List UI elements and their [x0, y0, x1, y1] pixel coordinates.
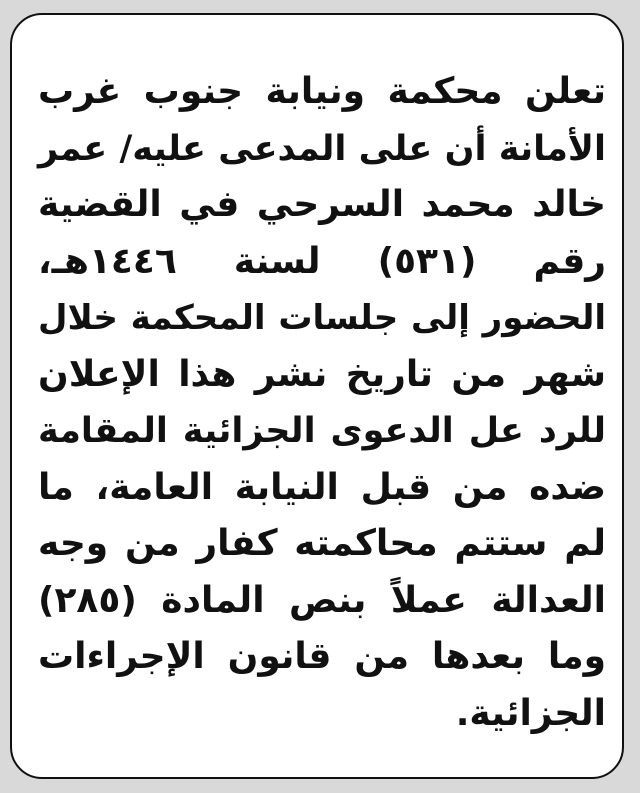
notice-line: الأمانة أن على المدعى عليه/ عمر	[38, 128, 606, 169]
notice-line: لم ستتم محاكمته كفار من وجه	[38, 523, 606, 564]
notice-line: ضده من قبل النيابة العامة، ما	[38, 466, 606, 508]
notice-line: خالد محمد السرحي في القضية	[38, 184, 606, 225]
notice-line: الحضور إلى جلسات المحكمة خلال	[38, 298, 606, 338]
notice-line: تعلن محكمة ونيابة جنوب غرب	[38, 71, 606, 112]
notice-line: العدالة عملاً بنص المادة (٢٨٥)	[38, 579, 606, 621]
notice-line: شهر من تاريخ نشر هذا الإعلان	[38, 353, 606, 395]
notice-line: وما بعدها من قانون الإجراءات	[38, 636, 606, 677]
notice-line: للرد عل الدعوى الجزائية المقامة	[38, 411, 606, 451]
court-notice-text	[38, 64, 606, 742]
notice-line: الجزائية.	[455, 692, 606, 734]
notice-line: رقم (٥٣١) لسنة ١٤٤٦هـ،	[38, 240, 607, 282]
